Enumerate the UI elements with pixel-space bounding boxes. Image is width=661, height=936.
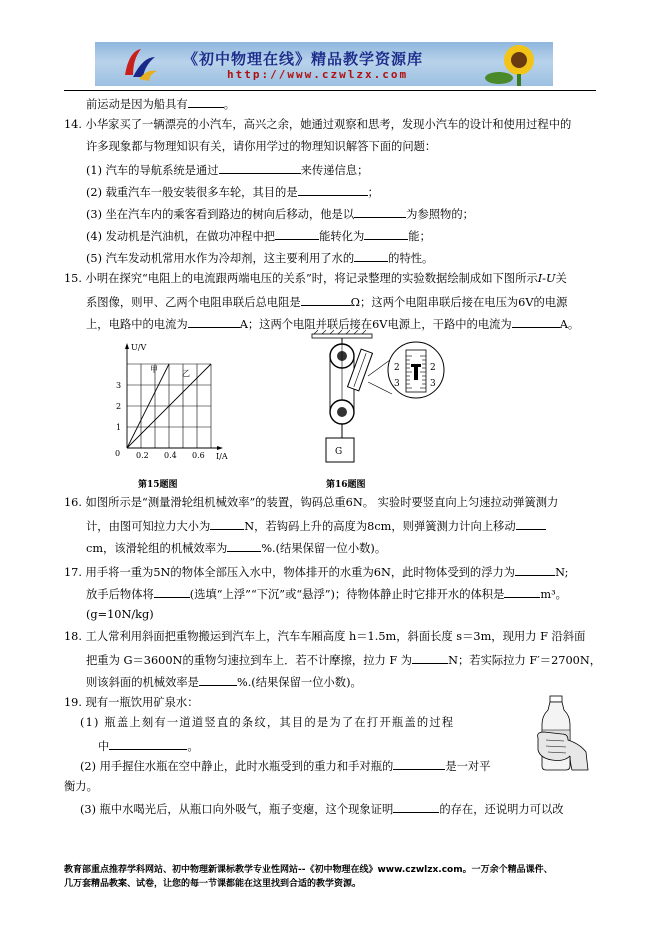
question-14-item: (2) 载重汽车一般安装很多车轮，其目的是 ； — [86, 186, 379, 199]
question-19-item: (2) 用手握住水瓶在空中静止，此时水瓶受到的重力和手对瓶的 是一对平 — [80, 760, 491, 773]
footer-line: 教育部重点推荐学科网站、初中物理新课标教学专业性网站--《初中物理在线》www.czwlzx.com。一万余个精品课件、 — [64, 865, 553, 875]
banner-url: http://www.czwlzx.com — [227, 68, 409, 81]
x-tick-label: 0.6 — [192, 451, 205, 460]
scale-label: 3 — [430, 379, 436, 389]
scale-label: 3 — [394, 379, 400, 389]
answer-blank — [364, 228, 408, 240]
series-label-yi: 乙 — [182, 369, 190, 378]
y-tick-label: 1 — [116, 423, 122, 432]
y-tick-label: 3 — [116, 381, 122, 390]
answer-blank — [515, 564, 555, 576]
footer-line: 几万套精品教案、试卷，让您的每一节课都能在这里找到合适的教学资源。 — [64, 879, 362, 889]
figure-15-iu-graph — [110, 338, 260, 468]
banner-title: 《初中物理在线》精品教学资源库 — [183, 50, 424, 68]
sunflower-icon — [479, 42, 549, 86]
figure-16-pulley-system — [308, 330, 458, 470]
question-18-stem: 把重为 G＝3600N的重物匀速拉到车上．若不计摩擦，拉力 F 为 N；若实际拉力 F′＝2700N， — [86, 654, 601, 667]
x-axis-label: I/A — [216, 452, 228, 461]
question-15-stem: 15. 小明在探究“电阻上的电流跟两端电压的关系”时，将记录整理的实验数据绘制成如下图所示I-U关 — [64, 272, 567, 285]
y-axis-label: U/V — [131, 343, 147, 352]
question-16-stem: 16. 如图所示是“测量滑轮组机械效率”的装置，钩码总重6N。 实验时要竖直向上匀速拉动弹簧测力 — [64, 496, 559, 509]
question-14-stem: 14. 小华家买了一辆漂亮的小汽车，高兴之余，她通过观察和思考，发现小汽车的设计和使用过程中的 — [64, 118, 572, 131]
site-logo-icon — [119, 45, 159, 83]
figure-15-caption: 第15题图 — [138, 480, 178, 490]
answer-blank — [354, 250, 388, 262]
figure-16-caption: 第16题图 — [326, 480, 366, 490]
answer-blank — [275, 228, 319, 240]
question-14-stem: 许多现象都与物理知识有关，请你用学过的物理知识解答下面的问题： — [86, 140, 437, 153]
question-16-stem: 计，由图可知拉力大小为 N，若钩码上升的高度为8cm，则弹簧测力计向上移动 — [86, 518, 546, 534]
answer-blank — [109, 738, 187, 750]
x-tick-label: 0 — [115, 449, 121, 458]
question-14-item: (3) 坐在汽车内的乘客看到路边的树向后移动，他是以 为参照物的； — [86, 208, 474, 221]
question-19-item: (3) 瓶中水喝光后，从瓶口向外吸气，瓶子变瘪，这个现象证明 的存在，还说明力可以改 — [80, 803, 564, 816]
question-14-item: (1) 汽车的导航系统是通过 来传递信息； — [86, 164, 369, 177]
question-15-stem: 系图像，则甲、乙两个电阻串联后总电阻是 Ω；这两个电阻串联后接在电压为6V的电源 — [86, 296, 568, 309]
answer-blank — [227, 540, 261, 552]
text-line: 前运动是因为船具有 。 — [86, 98, 235, 111]
answer-blank — [354, 206, 406, 218]
answer-blank — [512, 316, 560, 328]
question-19-stem: 19. 现有一瓶饮用矿泉水： — [64, 696, 199, 709]
question-15-stem: 上，电路中的电流为 A；这两个电阻并联后接在6V电源上，干路中的电流为 A。 — [86, 318, 580, 331]
question-17-stem: 放手后物体将 (选填“上浮”“下沉”或“悬浮”)；待物体静止时它排开水的体积是 m³。 — [86, 588, 567, 601]
question-19-item: 衡力。 — [64, 780, 98, 793]
question-14-item: (4) 发动机是汽油机，在做功冲程中把 能转化为 能； — [86, 230, 431, 243]
question-16-stem: cm，该滑轮组的机械效率为 %.(结果保留一位小数)。 — [86, 542, 387, 555]
series-label-jia: 甲 — [150, 365, 158, 374]
question-19-item: 中 。 — [98, 740, 199, 753]
answer-blank — [504, 586, 540, 598]
answer-blank — [393, 758, 445, 770]
answer-blank — [154, 586, 190, 598]
header-rule — [64, 90, 596, 91]
question-18-stem: 18. 工人常利用斜面把重物搬运到汽车上，汽车车厢高度 h＝1.5m，斜面长度 s＝3m，现用力 F 沿斜面 — [64, 630, 586, 643]
answer-blank — [516, 518, 546, 530]
header-banner — [95, 42, 553, 86]
scale-label: 2 — [394, 363, 400, 373]
y-tick-label: 2 — [116, 402, 122, 411]
question-17-stem: 17. 用手将一重为5N的物体全部压入水中，物体排开的水重为6N，此时物体受到的浮力为 N; — [64, 566, 569, 579]
question-14-item: (5) 汽车发动机常用水作为冷却剂，这主要利用了水的 的特性。 — [86, 252, 434, 265]
bottle-in-hand-image — [528, 694, 590, 772]
answer-blank — [188, 96, 224, 108]
answer-blank — [412, 652, 448, 664]
question-17-stem: (g=10N/kg) — [86, 608, 154, 621]
answer-blank — [199, 674, 237, 686]
answer-blank — [188, 316, 240, 328]
answer-blank — [301, 294, 351, 306]
question-18-stem: 则该斜面的机械效率是 %.(结果保留一位小数)。 — [86, 676, 362, 689]
question-19-item: (1) 瓶盖上刻有一道道竖直的条纹，其目的是为了在打开瓶盖的过程 — [80, 716, 455, 729]
x-tick-label: 0.2 — [136, 451, 149, 460]
weight-label: G — [335, 447, 343, 457]
answer-blank — [393, 801, 439, 813]
answer-blank — [298, 184, 368, 196]
answer-blank — [210, 518, 244, 530]
x-tick-label: 0.4 — [164, 451, 177, 460]
answer-blank — [219, 162, 301, 174]
scale-label: 2 — [430, 363, 436, 373]
